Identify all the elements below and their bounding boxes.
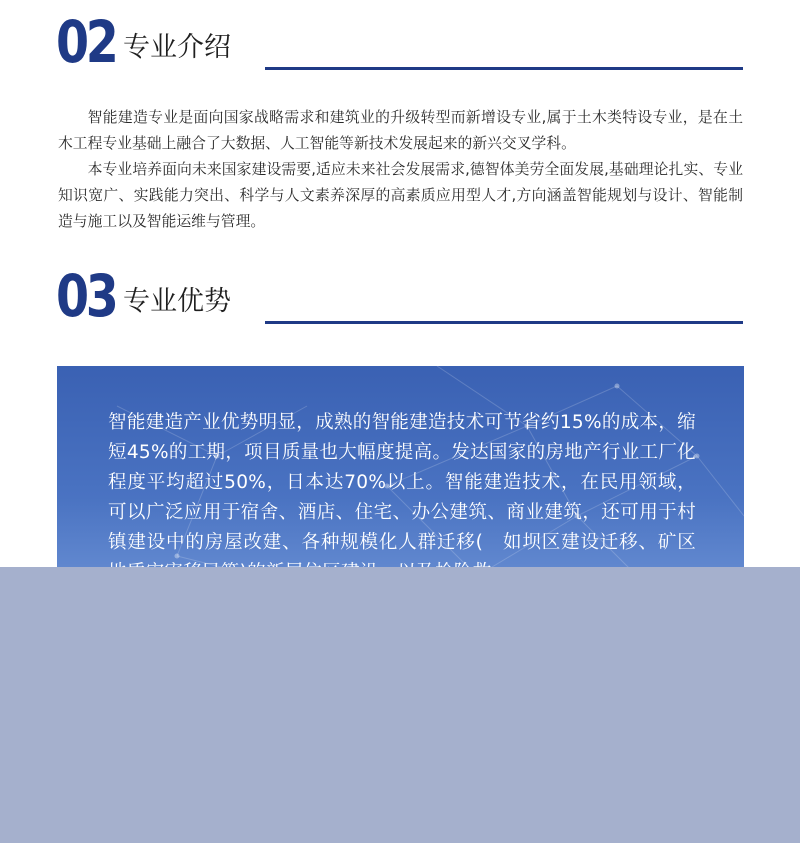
section-number: 02 xyxy=(56,8,116,76)
section-number: 03 xyxy=(56,262,116,330)
intro-text xyxy=(58,105,743,235)
section-divider xyxy=(265,67,743,70)
overlay-block xyxy=(0,567,800,843)
section-title: 专业介绍 xyxy=(123,32,231,63)
intro-paragraph: 本专业培养面向未来国家建设需要,适应未来社会发展需求,德智体美劳全面发展,基础理论扎实、专业知识宽广、实践能力突出、科学与人文素养深厚的高素质应用型人才,方向涵盖智能规划与设计、智能制造与施工以及智能运维与管理。 xyxy=(58,161,743,230)
section-header-advantages xyxy=(56,262,743,330)
section-header-intro xyxy=(56,8,743,76)
section-title: 专业优势 xyxy=(123,286,231,317)
intro-paragraph: 智能建造专业是面向国家战略需求和建筑业的升级转型而新增设专业,属于土木类特设专业，是在土木工程专业基础上融合了大数据、人工智能等新技术发展起来的新兴交叉学科。 xyxy=(58,109,743,152)
section-divider xyxy=(265,321,743,324)
advantages-text: 智能建造产业优势明显，成熟的智能建造技术可节省约15%的成本，缩短45%的工期，项目质量也大幅度提高。发达国家的房地产行业工厂化程度平均超过50%，日本达70%以上。智能建造技术，在民用领域，可以广泛应用于宿舍、酒店、住宅、办公建筑、商业建筑，还可用于村镇建设中的房屋改建、各种规模化人群迁移( 如坝区建设迁移、矿区 xyxy=(108,412,696,553)
